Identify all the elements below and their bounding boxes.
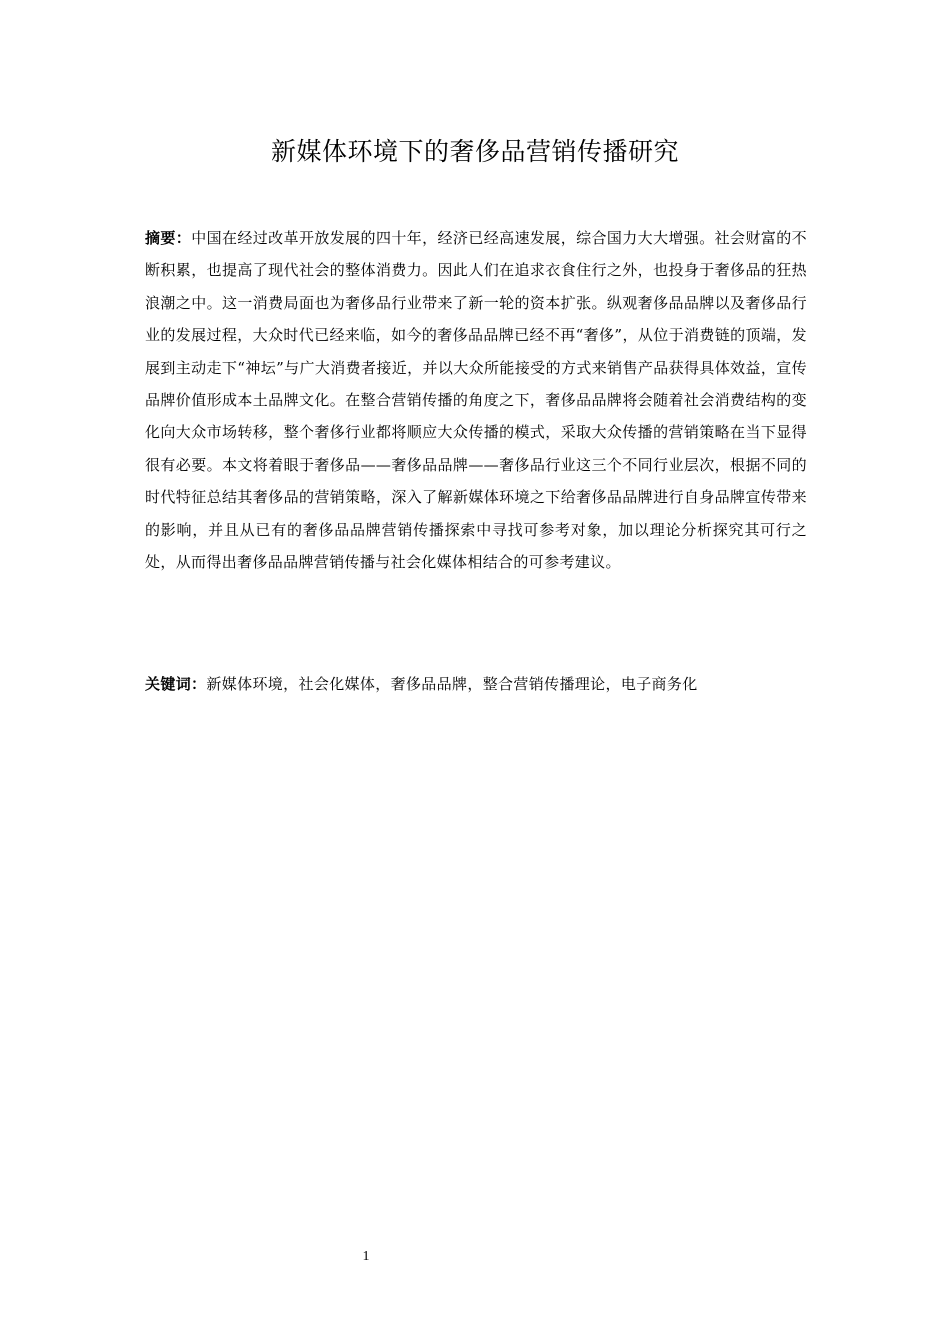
document-title: 新媒体环境下的奢侈品营销传播研究 xyxy=(270,137,679,166)
keywords-text: 新媒体环境，社会化媒体，奢侈品品牌，整合营销传播理论，电子商务化 xyxy=(206,675,698,693)
page-number: 1 xyxy=(362,1249,370,1264)
abstract-label: 摘要： xyxy=(145,229,192,247)
keywords-line xyxy=(145,669,807,699)
abstract-paragraph xyxy=(145,222,807,578)
abstract-text: 中国在经过改革开放发展的四十年，经济已经高速发展，综合国力大大增强。社会财富的不断积累，也提高了现代社会的整体消费力。因此人们在追求衣食住行之外，也投身于奢侈品的狂热浪潮之中。这一消费局面也为奢侈品行业带来了新一轮的资本扩张。纵观奢侈品品牌以及奢侈品行业的发展过程，大众时代已经来临，如今的奢侈品品牌已经不再“奢侈”，从位于消费链的顶端，发展到主动走下“神坛”与广大消费者接近，并以大众所能接受的方式来销售产品获得具体效益，宣传品牌价值形成本土品牌文化。在整合营销传播的角度之下，奢侈品品牌将会随着社会消费结构的变化向大众市场转移，整个奢侈行业都将顺应大众传播的模式，采取大众传播的营销策略在当下显得很有必要。本文将着眼于奢侈品——奢侈品品牌——奢侈品行业这三个不同行业层次，根据不同的时代特征总结其奢侈品的营销策略，深入了解新媒体环境之下给奢侈品品牌进行自身品牌宣传带来的影响，并且从已有的奢侈品品牌营销传播探索中寻找可参考对象，加以理论分析探究其可行之处，从而得出奢侈品品牌营销传播与社会化媒体相结合的可参考建议。 xyxy=(145,229,807,572)
keywords-label: 关键词： xyxy=(145,675,207,693)
